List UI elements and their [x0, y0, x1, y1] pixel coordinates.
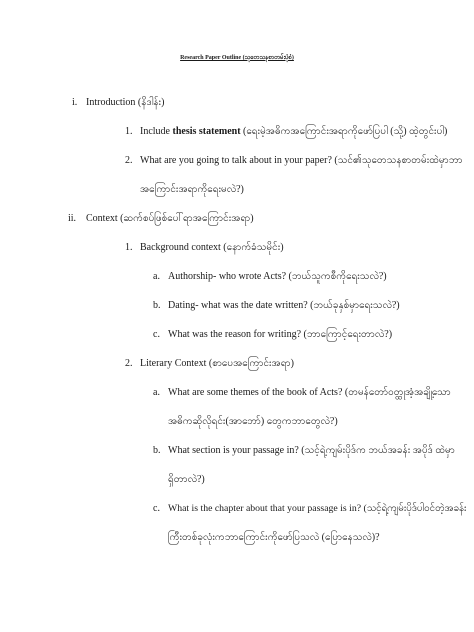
item-text-before: Include — [140, 126, 173, 137]
subsection-marker-ii-1: 1. — [125, 242, 133, 253]
item-authorship: Authorship- who wrote Acts? (ဘယ်သူကစီကိုရေးသလဲ?) — [168, 271, 387, 282]
item-themes-line2: အဓိကဆိုလိုရင်း(အာဘော်) တွေကဘာတွေလဲ?) — [168, 416, 338, 427]
item-reason-for-writing: What was the reason for writing? (ဘာကြောင့်ရေးတာလဲ?) — [168, 329, 393, 340]
subsection-heading-literary-context: Literary Context (စာပေအကြောင်းအရာ) — [140, 358, 294, 369]
item-marker-i-1: 1. — [125, 126, 133, 137]
item-marker-i-2: 2. — [125, 155, 133, 166]
item-marker-ii-2-b: b. — [153, 445, 161, 456]
item-section-line2: ရှိတာလဲ?) — [168, 474, 205, 485]
item-themes-line1: What are some themes of the book of Acts? (တမန်တော်ဝတ္ထုအံ့အချို့သော — [168, 387, 451, 398]
section-heading-context: Context (ဆက်စပ်ဖြစ်ပေါ်ရာအကြောင်းအရာ) — [86, 213, 254, 224]
subsection-heading-background: Background context (နောက်ခံသမိုင်း) — [140, 242, 284, 253]
item-marker-ii-2-c: c. — [153, 503, 160, 514]
item-dating: Dating- what was the date written? (ဘယ်ခုနှစ်မှာရေးသလဲ?) — [168, 300, 400, 311]
item-chapter-line2: ကြီးတစ်ခုလုံးကဘာကြောင်းကိုဖော်ပြသလဲ (ပြောနေသလဲ)? — [168, 532, 380, 543]
section-marker-i: i. — [72, 97, 78, 108]
page-title: Research Paper Outline (သုတေသနစာတမ်းပုံစံ) — [180, 55, 294, 61]
item-marker-ii-1-b: b. — [153, 300, 161, 311]
item-what-to-talk-line1: What are you going to talk about in your paper? (သင်၏သုတေသနစာတမ်းထဲမှာဘာ — [140, 155, 463, 166]
item-include-thesis-statement — [140, 126, 447, 138]
item-section-line1: What section is your passage in? (သင့်ရဲ့ကျမ်းပိုဒ်က ဘယ်အခန်း အပိုဒ် ထဲမှာ — [168, 445, 455, 456]
item-what-to-talk-line2: အကြောင်းအရာကိုရေးမလဲ?) — [140, 184, 244, 195]
item-chapter-line1: What is the chapter about that your passage is in? (သင့်ရဲ့ကျမ်းပိုဒ်ပါဝင်တဲ့အခန်း — [168, 503, 467, 514]
subsection-marker-ii-2: 2. — [125, 358, 133, 369]
item-marker-ii-2-a: a. — [153, 387, 160, 398]
thesis-statement-bold: thesis statement — [172, 126, 241, 137]
item-marker-ii-1-a: a. — [153, 271, 160, 282]
section-heading-introduction: Introduction (နိဒါန်း) — [86, 97, 165, 108]
item-text-after: (ရေးမဲ့အဓိကအကြောင်းအရာကိုဖော်ပြပါ (သို့) ထဲ့တွင်းပါ) — [240, 126, 448, 137]
item-marker-ii-1-c: c. — [153, 329, 160, 340]
section-marker-ii: ii. — [68, 213, 77, 224]
